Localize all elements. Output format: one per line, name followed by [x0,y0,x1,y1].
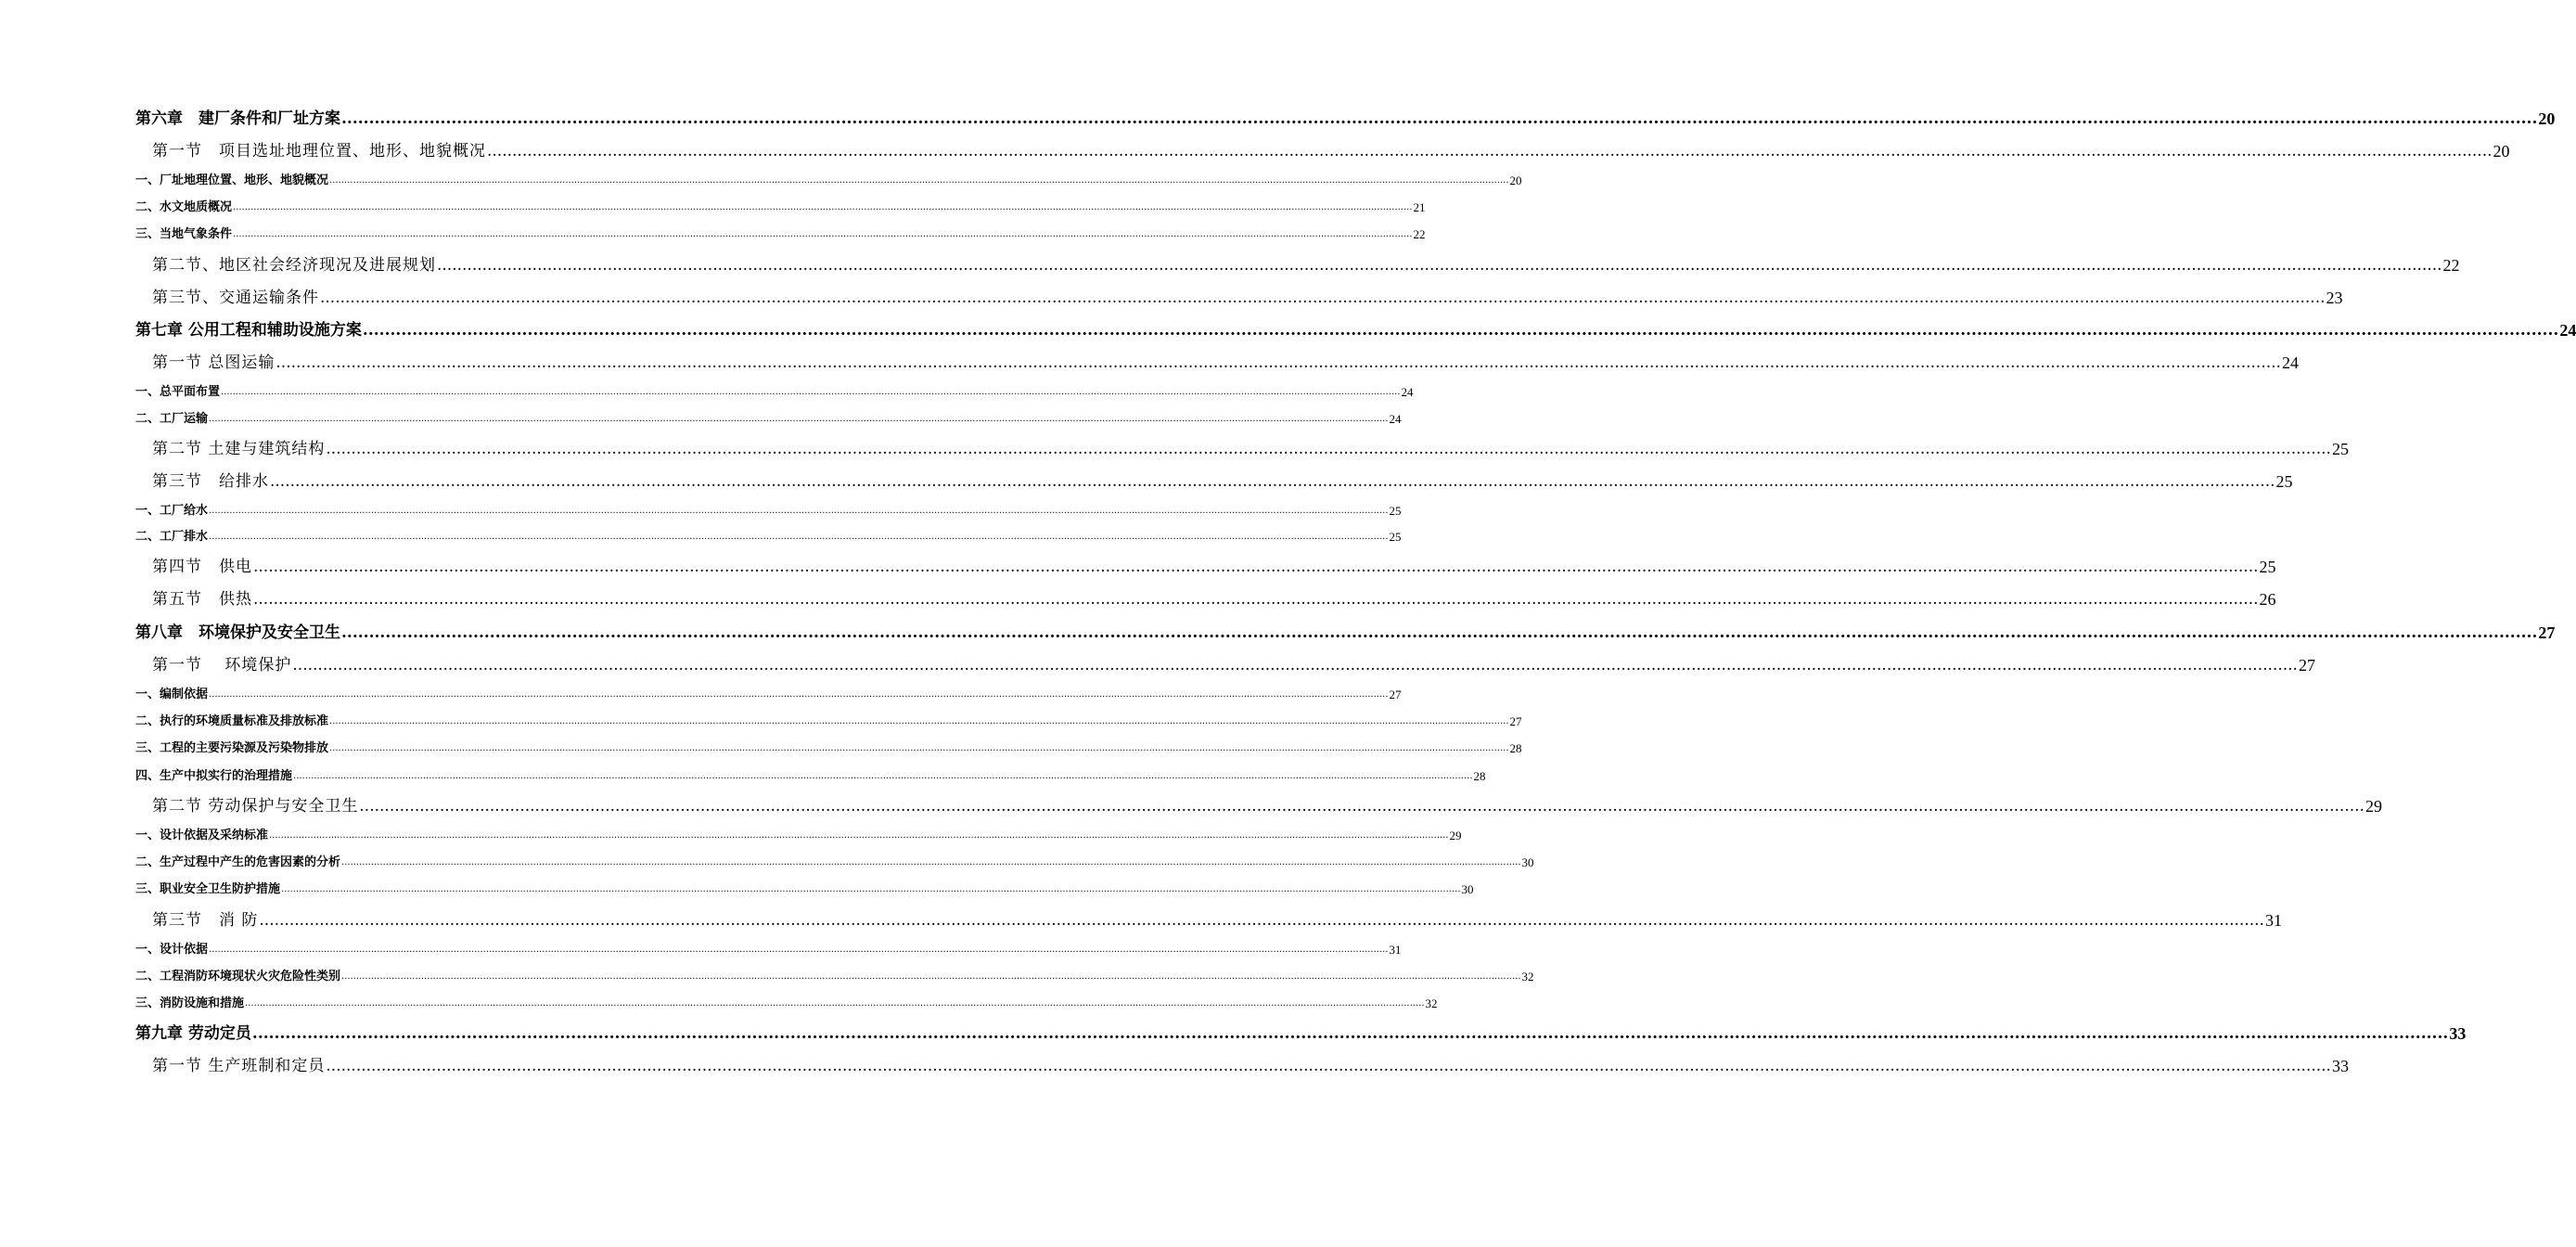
toc-entry-title: 三、工程的主要污染源及污染物排放 [135,741,329,755]
toc-entry-title: 第三节 给排水 [152,472,269,491]
toc-entry-level-3[interactable] [135,881,1474,898]
toc-entry-level-2[interactable] [152,287,2343,309]
toc-entry-level-3[interactable] [135,740,1522,757]
toc-entry-title: 三、职业安全卫生防护措施 [135,882,281,896]
toc-entry-title: 一、工厂给水 [135,504,209,518]
toc-page-number: 22 [1413,227,1426,241]
toc-page-number: 27 [1389,688,1402,701]
toc-dot-leader: ................................................................................................................................................................................................................................................................................................................................................................................................................ [329,716,1509,726]
toc-entry-title: 第一节 项目选址地理位置、地形、地貌概况 [152,142,486,161]
toc-entry-title: 一、设计依据及采纳标准 [135,829,269,842]
toc-dot-leader: ................................................................................................................................................................................................................................................................................................................................................................................................................ [329,743,1509,753]
toc-dot-leader: ................................................................................................................................................................................................................................................................................................................................................................................................................ [276,354,2281,372]
toc-page-number: 33 [2449,1024,2467,1043]
toc-page-number: 20 [2493,142,2510,161]
toc-page-number: 30 [1521,855,1534,869]
toc-entry-title: 第五节 供热 [152,590,252,609]
toc-dot-leader: ................................................................................................................................................................................................................................................................................................................................................................................................................ [233,202,1413,212]
toc-dot-leader: ................................................................................................................................................................................................................................................................................................................................................................................................................ [269,830,1449,841]
toc-entry-title: 第八章 环境保护及安全卫生 [135,624,340,642]
toc-dot-leader: ................................................................................................................................................................................................................................................................................................................................................................................................................ [281,884,1461,894]
toc-entry-level-3[interactable] [135,996,1438,1012]
toc-entry-title: 三、当地气象条件 [135,227,233,241]
toc-dot-leader: ................................................................................................................................................................................................................................................................................................................................................................................................................ [341,857,1521,868]
toc-dot-leader: ................................................................................................................................................................................................................................................................................................................................................................................................................ [437,256,2442,275]
toc-entry-title: 第三节 消 防 [152,911,259,930]
toc-page-number: 32 [1521,970,1534,983]
toc-entry-level-2[interactable] [152,352,2299,374]
toc-entry-level-2[interactable] [152,1055,2349,1077]
toc-entry-title: 第一节 环境保护 [152,656,292,675]
toc-dot-leader: ................................................................................................................................................................................................................................................................................................................................................................................................................ [233,229,1413,239]
toc-dot-leader: ................................................................................................................................................................................................................................................................................................................................................................................................................ [341,109,2538,128]
toc-page-number: 33 [2331,1057,2349,1075]
toc-entry-title: 第二节 土建与建筑结构 [152,440,326,458]
toc-page-number: 20 [1509,174,1522,187]
toc-entry-title: 四、生产中拟实行的治理措施 [135,769,293,783]
toc-page-number: 23 [2326,289,2343,307]
toc-entry-title: 二、工厂运输 [135,412,209,426]
toc-entry-title: 第七章 公用工程和辅助设施方案 [135,321,362,340]
toc-entry-level-1[interactable] [135,108,2556,130]
toc-page-number: 25 [2259,558,2276,576]
toc-entry-title: 三、消防设施和措施 [135,996,245,1010]
toc-entry-level-2[interactable] [152,909,2282,932]
toc-entry-level-3[interactable] [135,768,1486,785]
toc-entry-level-2[interactable] [152,654,2315,676]
toc-entry-level-3[interactable] [135,411,1402,428]
toc-page-number: 28 [1473,769,1486,783]
toc-dot-leader: ................................................................................................................................................................................................................................................................................................................................................................................................................ [341,971,1521,982]
toc-page-number: 25 [1389,504,1402,518]
toc-page-number: 25 [2275,472,2293,491]
toc-dot-leader: ................................................................................................................................................................................................................................................................................................................................................................................................................ [251,1024,2449,1043]
toc-dot-leader: ................................................................................................................................................................................................................................................................................................................................................................................................................ [253,558,2259,576]
toc-dot-leader: ................................................................................................................................................................................................................................................................................................................................................................................................................ [341,624,2538,642]
toc-entry-title: 一、编制依据 [135,688,209,701]
toc-entry-title: 第二节 劳动保护与安全卫生 [152,797,359,816]
toc-page-number: 25 [2331,440,2349,458]
toc-page-number: 30 [1461,882,1474,896]
toc-dot-leader: ................................................................................................................................................................................................................................................................................................................................................................................................................ [293,771,1473,781]
toc-entry-title: 二、生产过程中产生的危害因素的分析 [135,855,341,869]
toc-entry-level-3[interactable] [135,969,1534,985]
toc-dot-leader: ................................................................................................................................................................................................................................................................................................................................................................................................................ [209,532,1389,542]
toc-entry-title: 二、工程消防环境现状火灾危险性类别 [135,970,341,983]
toc-entry-title: 第二节、地区社会经济现况及进展规划 [152,256,436,275]
toc-entry-level-1[interactable] [135,1022,2467,1045]
toc-entry-title: 二、执行的环境质量标准及排放标准 [135,714,329,728]
toc-page-number: 25 [1389,530,1402,544]
toc-entry-level-3[interactable] [135,942,1402,958]
toc-dot-leader: ................................................................................................................................................................................................................................................................................................................................................................................................................ [326,440,2331,458]
toc-entry-title: 一、总平面布置 [135,385,221,399]
toc-page-number: 24 [2559,321,2576,340]
toc-entry-level-2[interactable] [152,254,2460,276]
toc-dot-leader: ................................................................................................................................................................................................................................................................................................................................................................................................................ [320,289,2326,307]
toc-entry-level-3[interactable] [135,529,1402,546]
toc-dot-leader: ................................................................................................................................................................................................................................................................................................................................................................................................................ [253,590,2259,609]
toc-entry-level-3[interactable] [135,828,1462,844]
toc-dot-leader: ................................................................................................................................................................................................................................................................................................................................................................................................................ [362,321,2559,340]
toc-page-number: 29 [2365,797,2382,816]
toc-page-number: 31 [2264,911,2282,930]
toc-entry-level-3[interactable] [135,384,1414,401]
toc-dot-leader: ................................................................................................................................................................................................................................................................................................................................................................................................................ [259,911,2264,930]
toc-dot-leader: ................................................................................................................................................................................................................................................................................................................................................................................................................ [209,945,1389,955]
toc-dot-leader: ................................................................................................................................................................................................................................................................................................................................................................................................................ [221,387,1401,397]
toc-dot-leader: ................................................................................................................................................................................................................................................................................................................................................................................................................ [209,414,1389,424]
toc-entry-level-3[interactable] [135,713,1522,730]
toc-dot-leader: ................................................................................................................................................................................................................................................................................................................................................................................................................ [329,175,1509,186]
toc-entry-title: 第一节 总图运输 [152,354,276,372]
toc-dot-leader: ................................................................................................................................................................................................................................................................................................................................................................................................................ [359,797,2365,816]
toc-page-number: 22 [2442,256,2460,275]
toc-page-number: 21 [1413,200,1426,214]
toc-entry-level-2[interactable] [152,438,2349,460]
toc-dot-leader: ................................................................................................................................................................................................................................................................................................................................................................................................................ [292,656,2298,675]
toc-entry-level-3[interactable] [135,503,1402,520]
toc-entry-level-2[interactable] [152,140,2510,162]
toc-entry-title: 二、水文地质概况 [135,200,233,214]
toc-entry-level-3[interactable] [135,226,1426,243]
toc-entry-title: 第六章 建厂条件和厂址方案 [135,109,340,128]
toc-entry-level-3[interactable] [135,173,1522,189]
toc-entry-title: 二、工厂排水 [135,530,209,544]
toc-entry-title: 一、厂址地理位置、地形、地貌概况 [135,174,329,187]
toc-entry-level-3[interactable] [135,199,1426,216]
toc-entry-level-2[interactable] [152,795,2382,817]
toc-page-number: 32 [1425,996,1438,1010]
toc-dot-leader: ................................................................................................................................................................................................................................................................................................................................................................................................................ [270,472,2275,491]
toc-dot-leader: ................................................................................................................................................................................................................................................................................................................................................................................................................ [245,998,1425,1009]
toc-entry-title: 第九章 劳动定员 [135,1024,251,1043]
toc-entry-level-3[interactable] [135,687,1402,703]
toc-dot-leader: ................................................................................................................................................................................................................................................................................................................................................................................................................ [487,142,2493,161]
toc-entry-level-3[interactable] [135,855,1534,871]
toc-entry-title: 第四节 供电 [152,558,252,576]
toc-page-number: 27 [1509,714,1522,728]
toc-dot-leader: ................................................................................................................................................................................................................................................................................................................................................................................................................ [326,1057,2331,1075]
toc-entry-level-1[interactable] [135,622,2556,644]
toc-page-number: 28 [1509,741,1522,755]
toc-entry-title: 一、设计依据 [135,943,209,957]
toc-page-number: 24 [2281,354,2299,372]
toc-entry-level-2[interactable] [152,556,2276,578]
toc-entry-level-2[interactable] [152,470,2293,493]
toc-entry-level-2[interactable] [152,588,2276,611]
toc-page-number: 26 [2259,590,2276,609]
toc-entry-title: 第一节 生产班制和定员 [152,1057,326,1075]
toc-page-number: 27 [2538,624,2556,642]
toc-page-number: 24 [1389,412,1402,426]
toc-dot-leader: ................................................................................................................................................................................................................................................................................................................................................................................................................ [209,689,1389,700]
toc-page-number: 24 [1401,385,1414,399]
toc-entry-level-1[interactable] [135,319,2576,341]
toc-entry-title: 第三节、交通运输条件 [152,289,319,307]
toc-page-number: 27 [2298,656,2315,675]
toc-page-number: 29 [1449,829,1462,842]
toc-page-number: 20 [2538,109,2556,128]
toc-page-number: 31 [1389,943,1402,957]
toc-dot-leader: ................................................................................................................................................................................................................................................................................................................................................................................................................ [209,506,1389,516]
